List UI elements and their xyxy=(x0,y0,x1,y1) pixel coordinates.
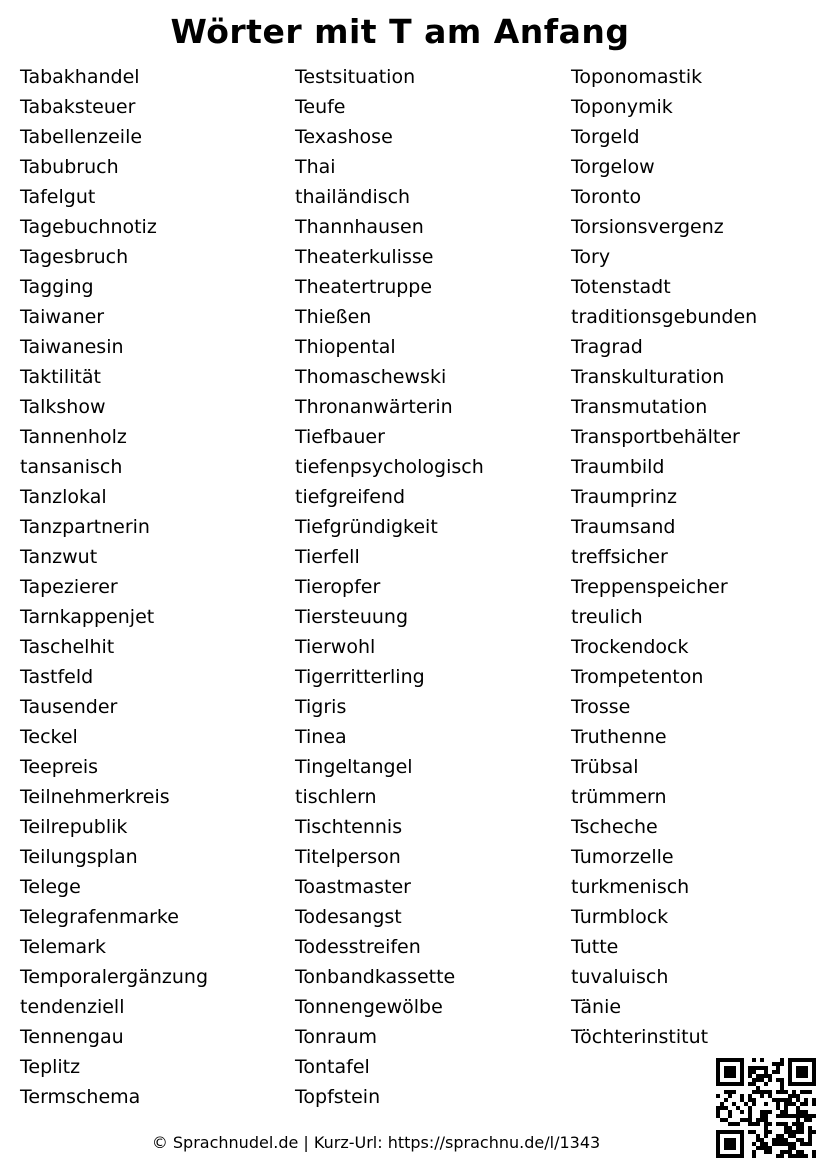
word-list-item: Trompetenton xyxy=(571,666,704,688)
word-column-3 xyxy=(571,62,757,1052)
word-list-item: Tabaksteuer xyxy=(20,96,136,118)
word-list-item: Treppenspeicher xyxy=(571,576,728,598)
word-list-item: Talkshow xyxy=(20,396,106,418)
word-list-item: Taktilität xyxy=(20,366,101,388)
word-list-item: Tanzlokal xyxy=(20,486,107,508)
word-list-item: Tory xyxy=(571,246,611,268)
word-list-item: tendenziell xyxy=(20,996,125,1018)
word-list-item: Theatertruppe xyxy=(295,276,433,298)
word-list-item: Truthenne xyxy=(571,726,667,748)
word-list-item: turkmenisch xyxy=(571,876,690,898)
word-list-item: Torgeld xyxy=(571,126,640,148)
word-list-item: Tagging xyxy=(20,276,94,298)
word-list-item: Thomaschewski xyxy=(295,366,447,388)
word-list-item: tansanisch xyxy=(20,456,123,478)
word-list-item: Toastmaster xyxy=(295,876,411,898)
qr-code-icon xyxy=(716,1058,816,1158)
word-list-item: Topfstein xyxy=(295,1086,381,1108)
word-list-item: Tiefbauer xyxy=(295,426,385,448)
word-list-item: Tanzwut xyxy=(20,546,98,568)
word-list-item: tuvaluisch xyxy=(571,966,669,988)
word-list-item: Tumorzelle xyxy=(571,846,674,868)
word-list-item: Tastfeld xyxy=(20,666,94,688)
word-list-item: treulich xyxy=(571,606,643,628)
word-list-item: tischlern xyxy=(295,786,377,808)
word-list-item: Teilungsplan xyxy=(20,846,138,868)
word-list-item: Totenstadt xyxy=(571,276,671,298)
word-list-item: Trockendock xyxy=(571,636,689,658)
word-list-item: Toponomastik xyxy=(571,66,703,88)
word-list-item: Teufe xyxy=(295,96,346,118)
word-column-2 xyxy=(295,62,484,1112)
word-list-item: Teplitz xyxy=(20,1056,81,1078)
word-list-item: Toronto xyxy=(571,186,642,208)
word-list-item: Teilrepublik xyxy=(20,816,128,838)
word-list-item: Trosse xyxy=(571,696,631,718)
word-list-item: Tinea xyxy=(295,726,347,748)
word-list-item: Tierwohl xyxy=(295,636,376,658)
word-list-item: Tischtennis xyxy=(295,816,403,838)
word-list-item: trümmern xyxy=(571,786,667,808)
word-list-item: Theaterkulisse xyxy=(295,246,434,268)
word-list-item: Tigerritterling xyxy=(295,666,425,688)
page-title: Wörter mit T am Anfang xyxy=(170,12,630,51)
word-list-item: tiefenpsychologisch xyxy=(295,456,484,478)
word-list-item: Trübsal xyxy=(571,756,639,778)
word-list-item: Tennengau xyxy=(20,1026,124,1048)
word-list-item: Tapezierer xyxy=(20,576,118,598)
word-list-item: Tingeltangel xyxy=(295,756,413,778)
word-list-item: Telemark xyxy=(20,936,107,958)
word-list-item: Thronanwärterin xyxy=(295,396,453,418)
word-list-item: Tagebuchnotiz xyxy=(20,216,157,238)
word-list-item: Tscheche xyxy=(571,816,658,838)
word-list-item: Teepreis xyxy=(20,756,99,778)
word-list-item: Torsionsvergenz xyxy=(571,216,724,238)
word-list-item: Torgelow xyxy=(571,156,655,178)
word-list-item: Tabellenzeile xyxy=(20,126,143,148)
word-list-item: tiefgreifend xyxy=(295,486,406,508)
word-list-item: Todesangst xyxy=(295,906,402,928)
word-list-item: Tagesbruch xyxy=(20,246,129,268)
word-list-item: Thai xyxy=(295,156,336,178)
word-list-item: Teckel xyxy=(20,726,78,748)
word-list-item: Transmutation xyxy=(571,396,708,418)
word-list-item: Tabakhandel xyxy=(20,66,140,88)
word-list-item: Töchterinstitut xyxy=(571,1026,709,1048)
word-list-item: Tiersteuung xyxy=(295,606,409,628)
word-list-item: Taiwaner xyxy=(20,306,105,328)
word-list-item: Tausender xyxy=(20,696,118,718)
word-list-item: Tieropfer xyxy=(295,576,381,598)
word-list-item: Temporalergänzung xyxy=(20,966,209,988)
word-list-item: Telege xyxy=(20,876,81,898)
word-list-item: thailändisch xyxy=(295,186,411,208)
word-list-item: Thannhausen xyxy=(295,216,424,238)
word-list-item: Traumbild xyxy=(571,456,665,478)
word-list-item: Tänie xyxy=(571,996,622,1018)
word-list-item: Titelperson xyxy=(295,846,401,868)
word-list-item: Tannenholz xyxy=(20,426,127,448)
word-list-item: Thiopental xyxy=(295,336,396,358)
word-column-1 xyxy=(20,62,208,1112)
word-list-item: Transkulturation xyxy=(571,366,725,388)
word-list-item: Traumsand xyxy=(571,516,676,538)
word-list-item: Termschema xyxy=(20,1086,141,1108)
word-list-item: traditionsgebunden xyxy=(571,306,758,328)
word-list-item: Tabubruch xyxy=(20,156,119,178)
word-list-item: Todesstreifen xyxy=(295,936,421,958)
word-list-item: Transportbehälter xyxy=(571,426,740,448)
word-list-item: treffsicher xyxy=(571,546,668,568)
word-list-item: Texashose xyxy=(295,126,393,148)
word-list-item: Thießen xyxy=(295,306,372,328)
word-list-item: Traumprinz xyxy=(571,486,677,508)
word-list-item: Tanzpartnerin xyxy=(20,516,150,538)
word-list-item: Taiwanesin xyxy=(20,336,124,358)
word-list-item: Tierfell xyxy=(295,546,360,568)
word-list-item: Testsituation xyxy=(295,66,416,88)
word-list-item: Taschelhit xyxy=(20,636,115,658)
word-list-item: Turmblock xyxy=(571,906,669,928)
word-list-item: Tragrad xyxy=(571,336,643,358)
word-list-item: Tarnkappenjet xyxy=(20,606,155,628)
word-list-item: Tafelgut xyxy=(20,186,96,208)
word-list-item: Tonnengewölbe xyxy=(295,996,443,1018)
footer-copyright: © Sprachnudel.de | Kurz-Url: https://sprachnu.de/l/1343 xyxy=(151,1133,601,1152)
word-list-item: Tontafel xyxy=(295,1056,370,1078)
word-list-item: Toponymik xyxy=(571,96,673,118)
word-list-item: Tigris xyxy=(295,696,347,718)
word-list-item: Tiefgründigkeit xyxy=(295,516,438,538)
word-list-item: Telegrafenmarke xyxy=(20,906,179,928)
word-list-item: Teilnehmerkreis xyxy=(20,786,170,808)
word-list-item: Tonbandkassette xyxy=(295,966,456,988)
word-list-item: Tutte xyxy=(571,936,619,958)
word-list-item: Tonraum xyxy=(295,1026,378,1048)
